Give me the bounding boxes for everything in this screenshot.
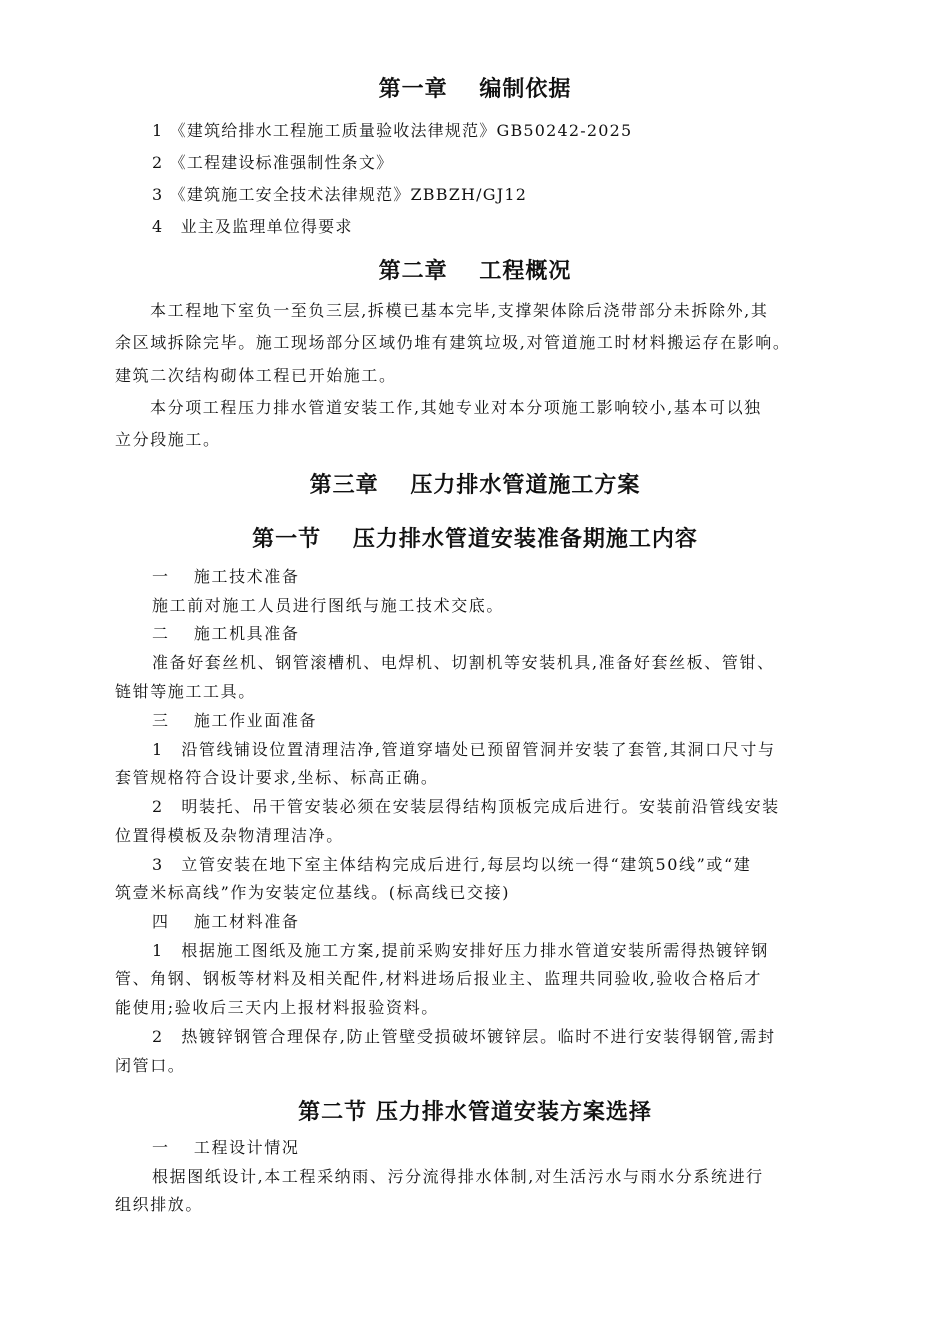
- chapter-1-heading: 第一章 编制依据: [378, 77, 572, 102]
- body-line: 建筑二次结构砌体工程已开始施工。: [115, 366, 397, 385]
- body-line: 1 根据施工图纸及施工方案,提前采购安排好压力排水管道安装所需得热镀锌钢: [152, 941, 769, 960]
- body-line: 3 立管安装在地下室主体结构完成后进行,每层均以统一得“建筑50线”或“建: [152, 855, 752, 874]
- body-line: 位置得模板及杂物清理洁净。: [115, 826, 344, 845]
- subheading: 二 施工机具准备: [152, 624, 300, 643]
- chapter-2-heading: 第二章 工程概况: [378, 259, 572, 284]
- body-line: 施工前对施工人员进行图纸与施工技术交底。: [152, 596, 505, 615]
- reference-item: 4 业主及监理单位得要求: [152, 217, 353, 236]
- body-line: 闭管口。: [115, 1056, 186, 1075]
- reference-item: 2 《工程建设标准强制性条文》: [152, 153, 394, 172]
- body-line: 本工程地下室负一至负三层,拆模已基本完毕,支撑架体除后浇带部分未拆除外,其: [150, 301, 769, 320]
- subheading: 三 施工作业面准备: [152, 711, 318, 730]
- body-line: 筑壹米标高线”作为安装定位基线。(标高线已交接): [115, 883, 511, 902]
- reference-item: 3 《建筑施工安全技术法律规范》ZBBZH/GJ12: [152, 185, 528, 204]
- body-line: 2 热镀锌钢管合理保存,防止管壁受损破坏镀锌层。临时不进行安装得钢管,需封: [152, 1027, 776, 1046]
- body-line: 准备好套丝机、钢管滚槽机、电焊机、切割机等安装机具,准备好套丝板、管钳、: [152, 653, 775, 672]
- body-line: 管、角钢、钢板等材料及相关配件,材料进场后报业主、监理共同验收,验收合格后才: [115, 969, 762, 988]
- subheading: 一 工程设计情况: [152, 1138, 300, 1157]
- subheading: 四 施工材料准备: [152, 912, 300, 931]
- body-line: 套管规格符合设计要求,坐标、标高正确。: [115, 768, 439, 787]
- body-line: 能使用;验收后三天内上报材料报验资料。: [115, 998, 439, 1017]
- chapter-3-heading: 第三章 压力排水管道施工方案: [309, 473, 641, 498]
- subheading: 一 施工技术准备: [152, 567, 300, 586]
- body-line: 2 明装托、吊干管安装必须在安装层得结构顶板完成后进行。安装前沿管线安装: [152, 797, 780, 816]
- section-2-heading: 第二节 压力排水管道安装方案选择: [298, 1100, 652, 1125]
- body-line: 根据图纸设计,本工程采纳雨、污分流得排水体制,对生活污水与雨水分系统进行: [152, 1167, 764, 1186]
- body-line: 立分段施工。: [115, 430, 221, 449]
- section-1-heading: 第一节 压力排水管道安装准备期施工内容: [252, 527, 698, 552]
- body-line: 本分项工程压力排水管道安装工作,其她专业对本分项施工影响较小,基本可以独: [150, 398, 762, 417]
- body-line: 1 沿管线铺设位置清理洁净,管道穿墙处已预留管洞并安装了套管,其洞口尺寸与: [152, 740, 776, 759]
- body-line: 余区域拆除完毕。施工现场部分区域仍堆有建筑垃圾,对管道施工时材料搬运存在影响。: [115, 333, 791, 352]
- body-line: 组织排放。: [115, 1195, 204, 1214]
- body-line: 链钳等施工工具。: [115, 682, 256, 701]
- reference-item: 1 《建筑给排水工程施工质量验收法律规范》GB50242-2025: [152, 121, 633, 140]
